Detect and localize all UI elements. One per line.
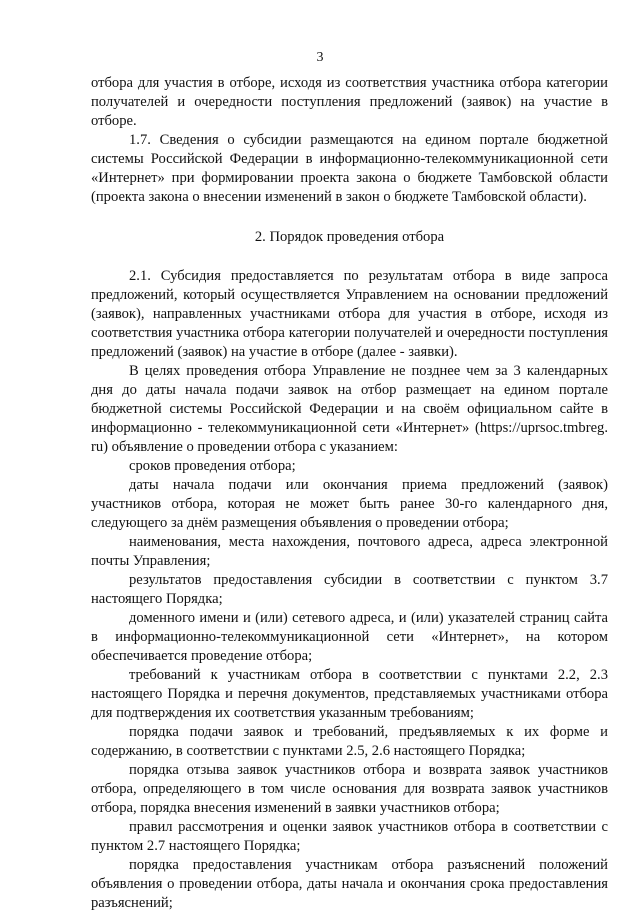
list-item: правил рассмотрения и оценки заявок участников отбора в соответствии с пунктом 2.7 настоящего Порядка; <box>91 819 608 854</box>
paragraph: отбора для участия в отборе, исходя из соответствия участника отбора категории получателей и очередности поступления предложений (заявок) на участие в отборе. <box>91 75 608 129</box>
paragraph: 2.1. Субсидия предоставляется по результатам отбора в виде запроса предложений, который осуществляется Управлением на основании предложений (заявок), направленных участниками отбора для участия в отборе, исходя из соответствия участника отбора категории получателей и очередности поступления предложений (заявок) на участие в отборе (далее - заявки). <box>91 268 608 360</box>
list-item: порядка предоставления участникам отбора разъяснений положений объявления о проведении отбора, даты начала и окончания срока предоставления разъяснений; <box>91 857 608 911</box>
list-item: даты начала подачи или окончания приема предложений (заявок) участников отбора, которая не может быть ранее 30-го календарного дня, следующего за днём размещения объявления о проведении отбора; <box>91 477 608 531</box>
list-item: порядка отзыва заявок участников отбора и возврата заявок участников отбора, определяющего в том числе основания для возврата заявок участников отбора, порядка внесения изменений в заявки участников отбора; <box>91 762 608 816</box>
list-item: наименования, места нахождения, почтового адреса, адреса электронной почты Управления; <box>91 534 608 569</box>
list-item: результатов предоставления субсидии в соответствии с пунктом 3.7 настоящего Порядка; <box>91 572 608 607</box>
paragraph: 1.7. Сведения о субсидии размещаются на едином портале бюджетной системы Российской Федерации в информационно-телекоммуникационной сети «Интернет» при формировании проекта закона о бюджете Тамбовской области (проекта закона о внесении изменений в закон о бюджете Тамбовской области). <box>91 132 608 205</box>
page-number: 3 <box>316 50 324 65</box>
list-item: сроков проведения отбора; <box>129 458 296 474</box>
list-item: требований к участникам отбора в соответствии с пунктами 2.2, 2.3 настоящего Порядка и перечня документов, представляемых участниками отбора для подтверждения их соответствия указанным требованиям; <box>91 667 608 721</box>
list-item: доменного имени и (или) сетевого адреса, и (или) указателей страниц сайта в информационно-телекоммуникационной сети «Интернет», на котором обеспечивается проведение отбора; <box>91 610 608 664</box>
paragraph: В целях проведения отбора Управление не позднее чем за 3 календарных дня до даты начала подачи заявок на отбор размещает на едином портале бюджетной системы Российской Федерации и на своём официальном сайте в информационно - телекоммуникационной сети «Интернет» (https://uprsoc.tmbreg. ru) объявление о проведении отбора с указанием: <box>91 363 608 455</box>
section-heading: 2. Порядок проведения отбора <box>254 229 445 245</box>
document-body <box>91 74 608 913</box>
list-item: порядка подачи заявок и требований, предъявляемых к их форме и содержанию, в соответствии с пунктами 2.5, 2.6 настоящего Порядка; <box>91 724 608 759</box>
